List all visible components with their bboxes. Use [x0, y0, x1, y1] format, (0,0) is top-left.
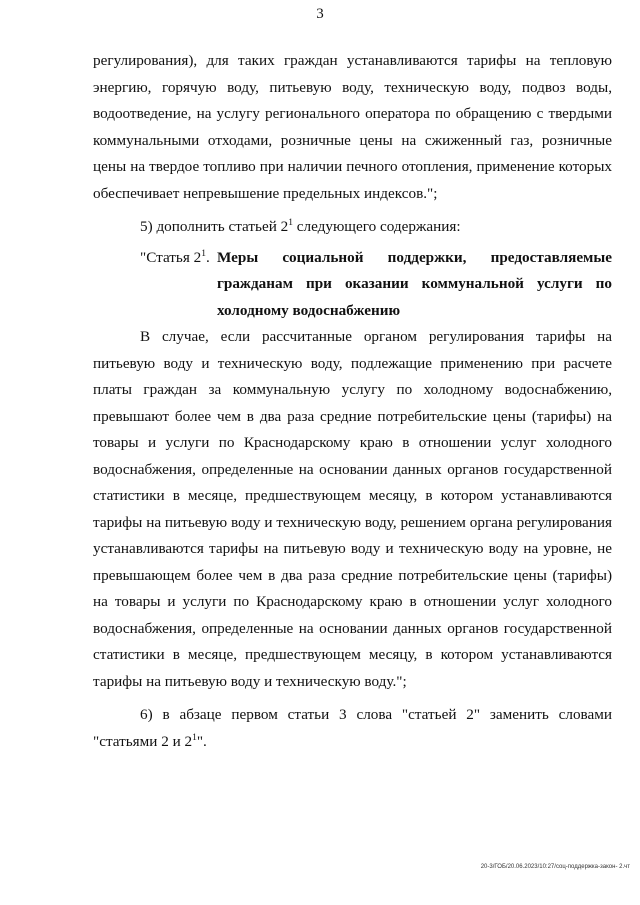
item-5-tail: следующего содержания:	[292, 218, 461, 235]
item-6-superscript: 1	[192, 732, 197, 743]
article-heading	[93, 245, 612, 325]
amendment-item-5	[93, 214, 612, 241]
paragraph-continuation: регулирования), для таких граждан устанавливаются тарифы на тепловую энергию, горячую воду, питьевую воду, техническую воду, подвоз воды, водоотведение, на услугу регионального оператора по обращению с твердыми коммунальными отходами, розничные цены на сжиженный газ, розничные цены на твердое топливо при наличии печного отопления, применение которых обеспечивает непревышение предельных индексов.";	[93, 52, 612, 202]
item-5-text: 5) дополнить статьей 2	[140, 218, 289, 235]
article-label	[140, 245, 210, 272]
item-5-superscript: 1	[288, 217, 293, 228]
document-footer-reference: 20-3/ГОБ/20.06.2023/10:27/соц-поддержка-закон- 2.чт	[480, 864, 630, 870]
page-number: 3	[316, 6, 324, 22]
item-6-tail: ".	[196, 732, 207, 750]
article-label-prefix: "Статья 2	[140, 248, 202, 266]
document-body	[93, 48, 612, 755]
item-6-text: 6) в абзаце первом статьи 3 слова "статьей 2" заменить словами "статьями 2 и 2	[93, 706, 612, 750]
article-label-suffix: .	[206, 248, 210, 266]
article-title: Меры социальной поддержки, предоставляемые гражданам при оказании коммунальной услуги по холодному водоснабжению	[217, 248, 612, 319]
article-label-superscript: 1	[201, 248, 206, 259]
amendment-item-6	[93, 702, 612, 755]
article-body-paragraph: В случае, если рассчитанные органом регулирования тарифы на питьевую воду и техническую воду, подлежащие применению при расчете платы граждан за коммунальную услугу по холодному водоснабжению, превышают более чем в два раза средние потребительские цены (тарифы) на товары и услуги по Краснодарскому краю в отношении услуг холодного водоснабжения, определенные на основании данных органов государственной статистики в месяце, предшествующем месяцу, в котором устанавливаются тарифы на питьевую воду и техническую воду, решением органа регулирования устанавливаются тарифы на питьевую воду и техническую воду на уровне, не превышающем более чем в два раза средние потребительские цены (тарифы) на товары и услуги по Краснодарскому краю в отношении услуг холодного водоснабжения, определенные на основании данных органов государственной статистики в месяце, предшествующем месяцу, в котором устанавливаются тарифы на питьевую воду и техническую воду.";	[93, 328, 612, 690]
